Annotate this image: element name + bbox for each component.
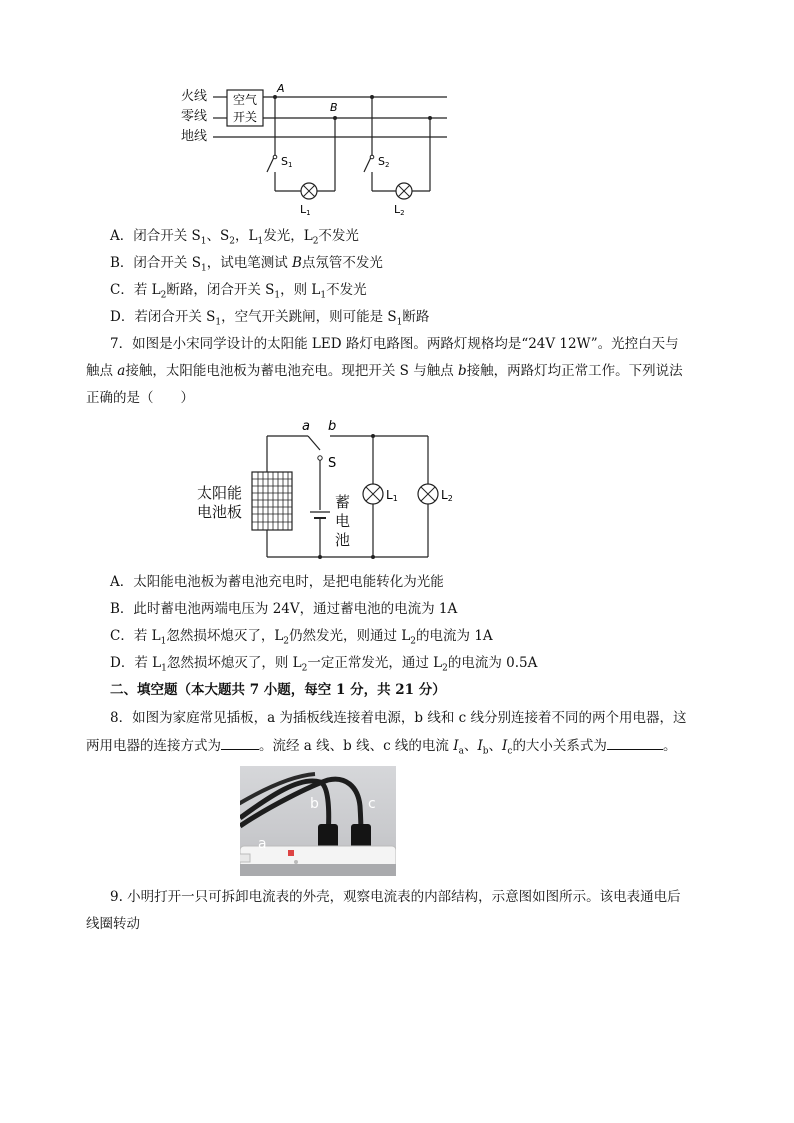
q8-line-2: 两用电器的连接方式为 。流经 a 线、b 线、c 线的电流 $I_a$、$I_b$、$I_c$的大小关系式为 。 [86,738,677,757]
switch2-label: S2 [378,155,390,169]
point-a-label: A [277,82,285,95]
power-strip-svg [240,766,396,876]
q6-option-c: C．若 $L_2$断路，闭合开关 $S_1$，则 $L_1$不发光 [110,282,367,301]
q7-option-c: C．若 $L_1$忽然损坏熄灭了，$L_2$仍然发光，则通过 $L_2$的电流为 1A [110,628,493,647]
panel-label-2: 电池板 [197,503,243,521]
point-b-label: B [330,101,338,114]
household-circuit-diagram [175,80,455,220]
wire-label-live: 火线 [181,89,208,104]
contact-a-label: a [302,419,310,434]
household-circuit-svg [175,80,455,220]
q6-option-d: D．若闭合开关 $S_1$，空气开关跳闸，则可能是 $S_1$断路 [110,309,430,328]
q8-line-1: 8．如图为家庭常见插板，a 为插板线连接着电源，b 线和 c 线分别连接着不同的两个用电器，这 [110,710,687,726]
wire-label-neutral: 零线 [181,109,208,124]
power-strip-photo [240,766,396,876]
switch-s-label: S [328,456,337,471]
switch1-label: S1 [281,155,293,169]
photo-label-c: c [368,796,376,812]
q7-line-2: 触点 a接触，太阳能电池板为蓄电池充电。现把开关 S 与触点 b接触，两路灯均正常工作。下列说法 [86,363,683,379]
lamp-l2-label: L2 [441,488,453,503]
q9-line-1: 9. 小明打开一只可拆卸电流表的外壳，观察电流表的内部结构，示意图如图所示。该电表通电后 [110,889,681,905]
photo-label-a: a [258,836,267,852]
wire-label-earth: 地线 [181,129,208,144]
q8-blank-1[interactable] [221,737,259,750]
section-2-heading: 二、填空题（本大题共 7 小题，每空 1 分，共 21 分） [110,682,446,698]
lamp1-label: L1 [300,203,311,217]
breaker-label-2: 开关 [232,110,258,124]
q8-blank-2[interactable] [607,737,663,750]
q7-line-1: 7．如图是小宋同学设计的太阳能 LED 路灯电路图。两路灯规格均是“24V 12W”。光控白天与 [110,336,679,352]
battery-label-2: 电 [335,512,351,530]
q7-line-3: 正确的是（ ） [86,390,194,406]
lamp-l1-label: L1 [386,488,398,503]
q7-option-a: A．太阳能电池板为蓄电池充电时，是把电能转化为光能 [110,574,444,590]
photo-label-b: b [310,796,319,812]
contact-b-label: b [328,419,337,434]
q7-option-d: D．若 $L_1$忽然损坏熄灭了，则 $L_2$一定正常发光，通过 $L_2$的电流为 0.5A [110,655,538,674]
lamp2-label: L2 [394,203,405,217]
q9-line-2: 线圈转动 [86,916,140,932]
q7-option-b: B．此时蓄电池两端电压为 24V，通过蓄电池的电流为 1A [110,601,458,617]
q6-option-b: B．闭合开关 $S_1$，试电笔测试 B点氖管不发光 [110,255,383,274]
panel-label-1: 太阳能 [197,484,243,502]
battery-label-1: 蓄 [335,493,351,511]
battery-label-3: 池 [335,531,351,549]
q6-option-a: A．闭合开关 $S_1$、$S_2$，$L_1$发光，$L_2$不发光 [110,228,359,247]
breaker-label-1: 空气 [232,93,258,107]
